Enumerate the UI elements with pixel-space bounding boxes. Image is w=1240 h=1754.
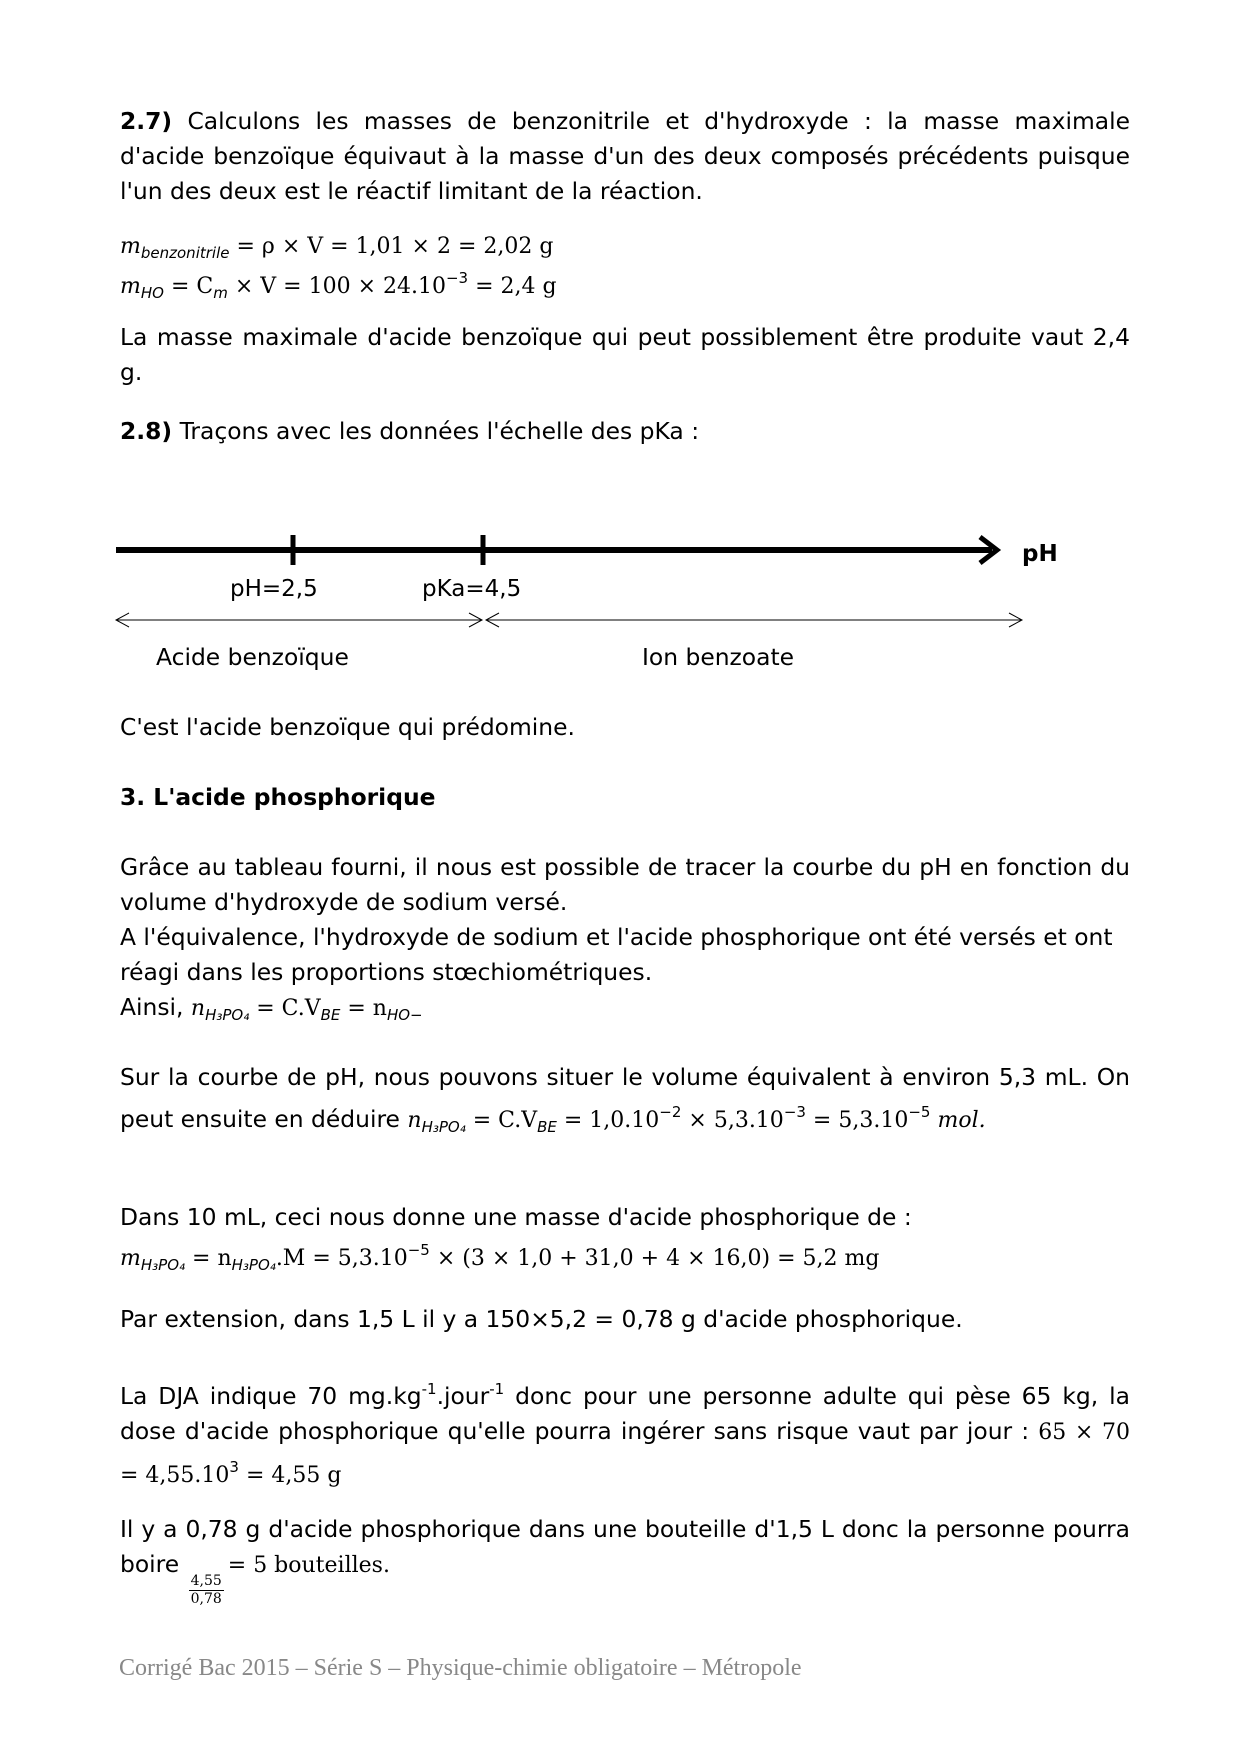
page-footer: Corrigé Bac 2015 – Série S – Physique-chimie obligatoire – Métropole [119, 1655, 802, 1681]
section-2-8-label: 2.8) [120, 417, 173, 445]
zone-acide-benzoique-label: Acide benzoïque [156, 643, 349, 671]
tick-pka-4-5-label: pKa=4,5 [422, 576, 522, 602]
section-3-paragraph-8: Il y a 0,78 g d'acide phosphorique dans une bouteille d'1,5 L donc la personne pourra boire $\frac{4,55}{0,78}$ = 5 bouteilles. [120, 1515, 1130, 1607]
section-3-title: 3. L'acide phosphorique [120, 783, 436, 811]
section-2-7-label: 2.7) [120, 107, 173, 135]
section-3-paragraph-2: A l'équivalence, l'hydroxyde de sodium et l'acide phosphorique ont été versés et ont réagi dans les proportions stœchiométriques. [120, 923, 1113, 986]
tick-ph-2-5-label: pH=2,5 [230, 576, 318, 602]
ph-axis-label: pH [1022, 541, 1058, 567]
section-3-paragraph-7: La DJA indique 70 $mg.kg^{-1}.jour^{-1}$ donc pour une personne adulte qui pèse 65 kg, la dose d'acide phosphorique qu'elle pourra ingérer sans risque vaut par jour : $65 \times 70 = 4,55.10^3 = 4,55$ g [120, 1380, 1130, 1488]
equation-mass-h3po4: $m_{H_3PO_4} = n_{H_3PO_4}.M = 5,3.10^{-5} \times (3 \times 1,0 + 31,0 + 4 \times 16,0) = 5,2$ mg [120, 1241, 880, 1274]
section-3-paragraph-1: Grâce au tableau fourni, il nous est possible de tracer la courbe du pH en fonction du volume d'hydroxyde de sodium versé. [120, 853, 1130, 916]
section-2-8-text: Traçons avec les données l'échelle des pKa : [172, 417, 700, 445]
zone-ion-benzoate-label: Ion benzoate [642, 643, 795, 671]
equation-benzonitrile: $m_{benzonitrile} = \rho \times V = 1,01 \times 2 = 2,02$ g [120, 234, 554, 262]
pka-scale-diagram [0, 460, 1240, 610]
section-2-7-conclusion: La masse maximale d'acide benzoïque qui peut possiblement être produite vaut 2,4 g. [120, 323, 1130, 386]
section-3-paragraph-6: Par extension, dans 1,5 L il y a 150×5,2 = 0,78 g d'acide phosphorique. [120, 1305, 963, 1333]
section-2-8-conclusion: C'est l'acide benzoïque qui prédomine. [120, 713, 575, 741]
fraction-4-55-over-0-78: $\frac{4,55}{0,78}$ [190, 1573, 222, 1607]
section-2-7-text: Calculons les masses de benzonitrile et d'hydroxyde : la masse maximale d'acide benzoïque équivaut à la masse d'un des deux composés précédents puisque l'un des deux est le réactif limitant de la réaction. [120, 107, 1130, 205]
section-2-7-paragraph [120, 104, 1130, 209]
predominance-domain-arrows [0, 605, 1240, 635]
section-3-paragraph-4: Sur la courbe de pH, nous pouvons situer le volume équivalent à environ 5,3 mL. On peut ensuite en déduire $n_{H_3PO_4} = C.V_{BE} = 1,0.10^{-2} \times 5,3.10^{-3} = 5,3.10^{-5}$ mol. [120, 1063, 1130, 1136]
section-2-8-paragraph [120, 414, 1130, 449]
section-3-paragraph-3: Ainsi, $n_{H_3PO_4} = C.V_{BE} = n_{HO-}$ [120, 993, 423, 1024]
equation-hydroxide: $m_{HO} = C_m \times V = 100 \times 24.10^{-3} = 2,4$ g [120, 269, 557, 302]
section-3-paragraph-5: Dans 10 mL, ceci nous donne une masse d'acide phosphorique de : [120, 1203, 912, 1231]
